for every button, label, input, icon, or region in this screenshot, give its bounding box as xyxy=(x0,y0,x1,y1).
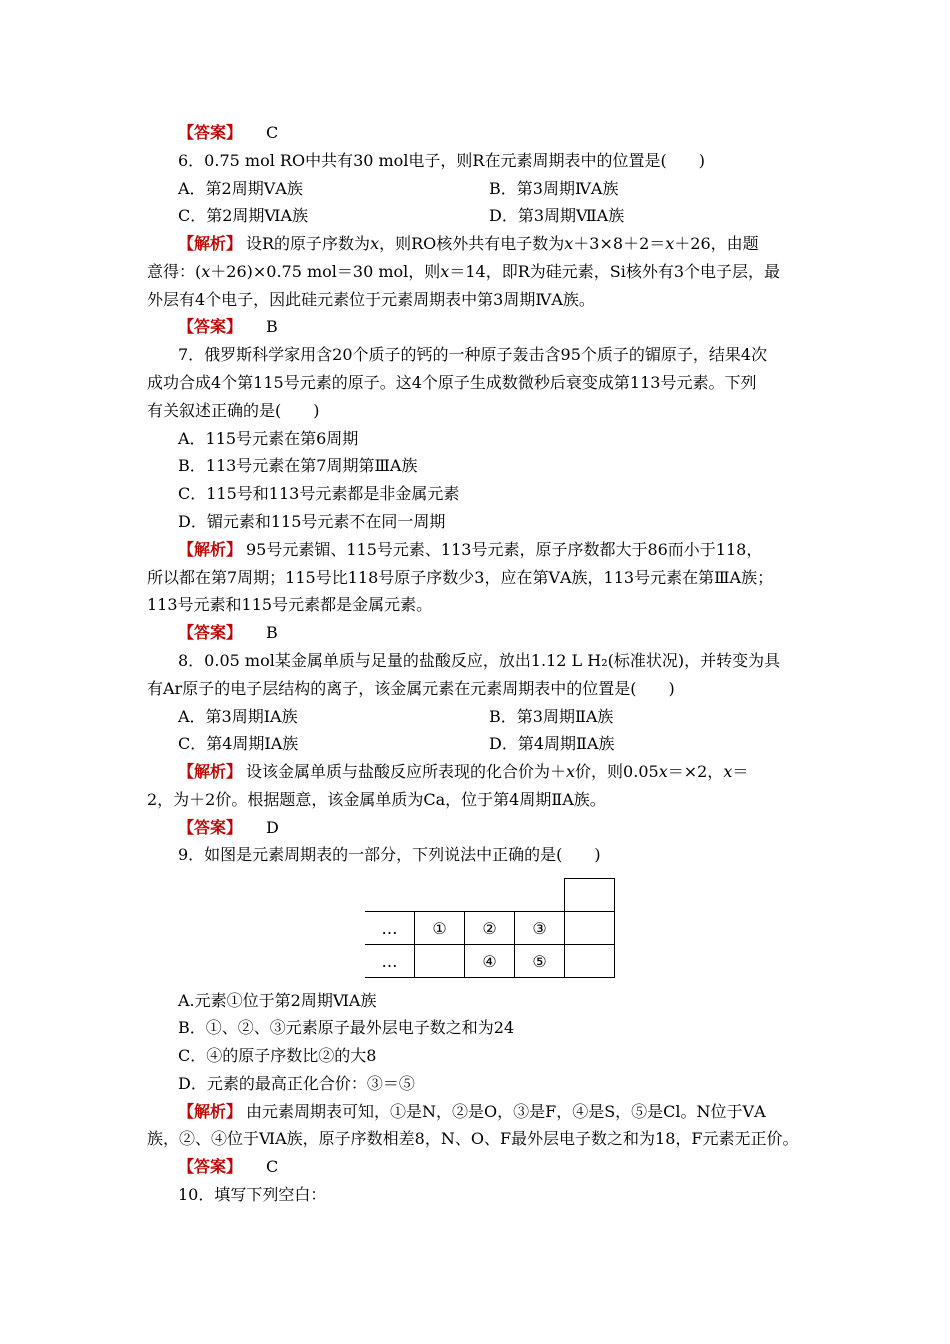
text: 设该金属单质与盐酸反应所表现的化合价为＋ xyxy=(246,762,567,781)
variable: x xyxy=(665,234,675,253)
table-cell: ⑤ xyxy=(515,945,565,978)
question-8-stem-2: 有Ar原子的电子层结构的离子，该金属元素在元素周期表中的位置是( ) xyxy=(147,679,675,698)
question-7-stem-3: 有关叙述正确的是( ) xyxy=(147,401,320,420)
answer-tag: 【答案】 xyxy=(178,317,243,336)
variable: x xyxy=(201,262,211,281)
table-cell-empty xyxy=(565,945,615,978)
text: ，则RO核外共有电子数为 xyxy=(379,234,565,253)
variable: x xyxy=(564,234,574,253)
text: 价，则0.05 xyxy=(575,762,659,781)
question-8-stem-1: 8．0.05 mol某金属单质与足量的盐酸反应，放出1.12 L H₂(标准状况)，并转变为具 xyxy=(178,651,781,670)
q7-answer xyxy=(178,623,278,643)
text: 设R的原子序数为 xyxy=(246,234,371,253)
answer-line xyxy=(178,123,278,143)
q7-analysis-line-1 xyxy=(178,540,762,560)
q9-analysis-line-2: 族，②、④位于ⅥA族，原子序数相差8，N、O、F最外层电子数之和为18，F元素无正价。 xyxy=(147,1129,799,1148)
variable: x xyxy=(370,234,380,253)
answer-tag: 【答案】 xyxy=(178,1157,243,1176)
q6-answer xyxy=(178,317,278,337)
q8-analysis-line-1 xyxy=(178,762,748,782)
q7-option-a: A．115号元素在第6周期 xyxy=(178,429,359,448)
q7-analysis-line-2: 所以都在第7周期；115号比118号原子序数少3，应在第ⅤA族，113号元素在第ⅢA族； xyxy=(147,568,774,587)
question-7-stem-1: 7．俄罗斯科学家用含20个质子的钙的一种原子轰击含95个质子的镅原子，结果4次 xyxy=(178,345,768,364)
q7-option-d: D．镅元素和115号元素不在同一周期 xyxy=(178,512,446,531)
table-cell: ① xyxy=(415,912,465,945)
table-cell: ② xyxy=(465,912,515,945)
q9-option-d: D．元素的最高正化合价：③＝⑤ xyxy=(178,1074,415,1093)
table-cell: ③ xyxy=(515,912,565,945)
answer-tag: 【答案】 xyxy=(178,623,243,642)
q8-option-b: B．第3周期ⅡA族 xyxy=(489,707,614,726)
analysis-tag: 【解析】 xyxy=(178,540,243,559)
q8-option-c: C．第4周期ⅠA族 xyxy=(178,734,299,753)
q7-option-b: B．113号元素在第7周期第ⅢA族 xyxy=(178,456,418,475)
text: ＝×2， xyxy=(667,762,724,781)
analysis-tag: 【解析】 xyxy=(178,1102,243,1121)
q8-option-d: D．第4周期ⅡA族 xyxy=(489,734,615,753)
q8-analysis-line-2: 2，为＋2价。根据题意，该金属单质为Ca，位于第4周期ⅡA族。 xyxy=(147,790,606,809)
table-cell: ④ xyxy=(465,945,515,978)
q9-option-c: C．④的原子序数比②的大8 xyxy=(178,1046,377,1065)
q6-option-b: B．第3周期ⅣA族 xyxy=(489,179,619,198)
q6-analysis-line-3: 外层有4个电子，因此硅元素位于元素周期表中第3周期ⅣA族。 xyxy=(147,290,595,309)
question-6-stem: 6．0.75 mol RO中共有30 mol电子，则R在元素周期表中的位置是( ) xyxy=(178,151,705,170)
text: 意得：( xyxy=(147,262,202,281)
text: ＋26，由题 xyxy=(674,234,759,253)
variable: x xyxy=(440,262,450,281)
answer-value: D xyxy=(266,818,279,837)
analysis-tag: 【解析】 xyxy=(178,762,243,781)
answer-tag: 【答案】 xyxy=(178,818,243,837)
answer-tag: 【答案】 xyxy=(178,123,243,142)
question-10-stem: 10．填写下列空白： xyxy=(178,1185,327,1204)
text: 由元素周期表可知，①是N，②是O，③是F，④是S，⑤是Cl。N位于ⅤA xyxy=(246,1102,766,1121)
variable: x xyxy=(566,762,576,781)
variable: x xyxy=(723,762,733,781)
table-cell-empty xyxy=(565,912,615,945)
text: ＝ xyxy=(732,762,749,781)
text: ＋3×8＋2＝ xyxy=(573,234,666,253)
q7-option-c: C．115号和113号元素都是非金属元素 xyxy=(178,484,460,503)
q6-option-d: D．第3周期ⅦA族 xyxy=(489,206,625,225)
q9-analysis-line-1 xyxy=(178,1102,766,1122)
q6-analysis-line-1 xyxy=(178,234,759,254)
answer-value: B xyxy=(266,317,278,336)
q6-option-c: C．第2周期ⅥA族 xyxy=(178,206,309,225)
q7-analysis-line-3: 113号元素和115号元素都是金属元素。 xyxy=(147,595,433,614)
q9-answer xyxy=(178,1157,278,1177)
answer-value: B xyxy=(266,623,278,642)
analysis-tag: 【解析】 xyxy=(178,234,243,253)
q8-answer xyxy=(178,818,279,838)
text: 95号元素镅、115号元素、113号元素，原子序数都大于86而小于118， xyxy=(246,540,763,559)
variable: x xyxy=(658,762,668,781)
text: ＋26)×0.75 mol＝30 mol，则 xyxy=(210,262,441,281)
q6-analysis-line-2 xyxy=(147,262,780,282)
table-cell: … xyxy=(365,945,415,978)
table-cell xyxy=(415,945,465,978)
q9-option-b: B．①、②、③元素原子最外层电子数之和为24 xyxy=(178,1018,515,1037)
table-cell-empty xyxy=(565,879,615,912)
table-cell: … xyxy=(365,912,415,945)
periodic-table-fragment xyxy=(365,878,615,978)
q6-option-a: A．第2周期ⅤA族 xyxy=(178,179,303,198)
text: ＝14，即R为硅元素，Si核外有3个电子层，最 xyxy=(449,262,780,281)
answer-value: C xyxy=(266,1157,279,1176)
answer-value: C xyxy=(266,123,279,142)
question-7-stem-2: 成功合成4个第115号元素的原子。这4个原子生成数微秒后衰变成第113号元素。下列 xyxy=(147,373,757,392)
q9-option-a: A.元素①位于第2周期ⅥA族 xyxy=(178,991,377,1010)
question-9-stem: 9．如图是元素周期表的一部分，下列说法中正确的是( ) xyxy=(178,845,601,864)
q8-option-a: A．第3周期ⅠA族 xyxy=(178,707,298,726)
